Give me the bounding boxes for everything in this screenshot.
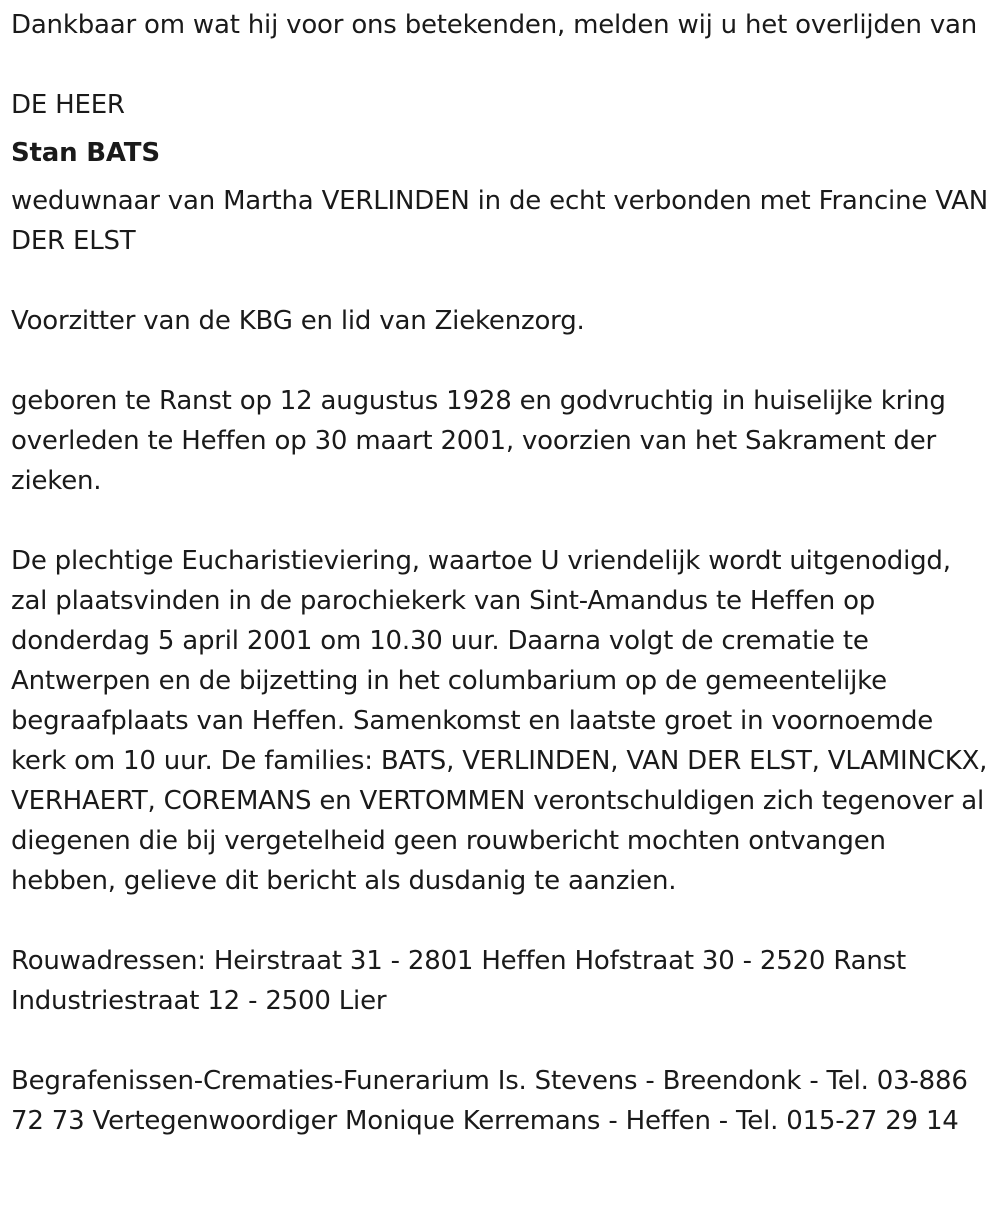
ceremony-paragraph: De plechtige Eucharistieviering, waartoe U vriendelijk wordt uitgenodigd, zal plaatsvinden in de parochiekerk van Sint-Amandus te Heffen op donderdag 5 april 2001 om 10.30 uur. Daarna volgt de crematie te Antwerpen en de bijzetting in het columbarium op de gemeentelijke begraafplaats van Heffen. Samenkomst en laatste groet in voornoemde kerk om 10 uur. De families: BATS, VERLINDEN, VAN DER ELST, VLAMINCKX, VERHAERT, COREMANS en VERTOMMEN verontschuldigen zich tegenover al diegenen die bij vergetelheid geen rouwbericht mochten ontvangen hebben, gelieve dit bericht als dusdanig te aanzien. <box>11 546 988 896</box>
title-line: DE HEER <box>11 90 125 120</box>
spacer <box>11 901 991 941</box>
spacer <box>11 173 991 181</box>
birth-death-paragraph: geboren te Ranst op 12 augustus 1928 en godvruchtig in huiselijke kring overleden te Heffen op 30 maart 2001, voorzien van het Sakrament der zieken. <box>11 386 946 496</box>
obituary-document <box>11 5 991 1141</box>
funeral-home-paragraph: Begrafenissen-Crematies-Funerarium Is. Stevens - Breendonk - Tel. 03-886 72 73 Vertegenwoordiger Monique Kerremans - Heffen - Tel. 015-27 29 14 <box>11 1066 968 1136</box>
spacer <box>11 341 991 381</box>
spacer <box>11 261 991 301</box>
addresses-paragraph: Rouwadressen: Heirstraat 31 - 2801 Heffen Hofstraat 30 - 2520 Ranst Industriestraat 12 - 2500 Lier <box>11 946 906 1016</box>
spacer <box>11 501 991 541</box>
deceased-name: Stan BATS <box>11 138 160 168</box>
roles-paragraph: Voorzitter van de KBG en lid van Ziekenzorg. <box>11 306 585 336</box>
relation-paragraph: weduwnaar van Martha VERLINDEN in de echt verbonden met Francine VAN DER ELST <box>11 186 988 256</box>
intro-paragraph: Dankbaar om wat hij voor ons betekenden, melden wij u het overlijden van <box>11 10 978 40</box>
spacer <box>11 125 991 133</box>
spacer <box>11 45 991 85</box>
spacer <box>11 1021 991 1061</box>
